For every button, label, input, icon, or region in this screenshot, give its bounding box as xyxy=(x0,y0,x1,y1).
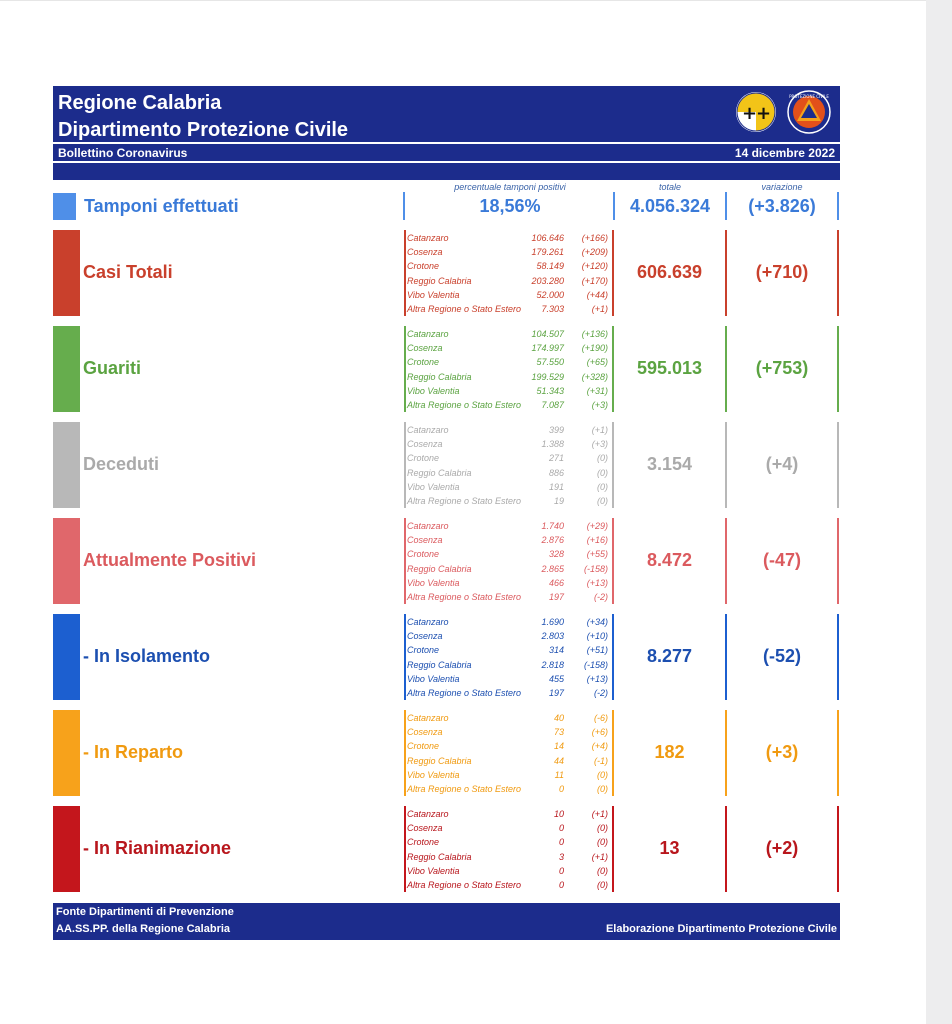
pct-column-header: percentuale tamponi positivi xyxy=(454,182,566,192)
province-row xyxy=(407,398,611,412)
province-delta: (+4) xyxy=(591,741,608,752)
category-label: Guariti xyxy=(83,358,142,378)
header-banner xyxy=(53,86,840,180)
province-value: 199.529 xyxy=(531,371,564,382)
province-delta: (-2) xyxy=(594,591,608,602)
footer-banner xyxy=(53,903,840,940)
category-variation: (+753) xyxy=(755,358,809,378)
province-breakdown xyxy=(407,807,611,892)
province-name: Vibo Valentia xyxy=(407,385,460,396)
column-divider xyxy=(404,422,406,508)
province-delta: (+13) xyxy=(586,673,608,684)
province-row xyxy=(407,466,611,480)
province-delta: (+16) xyxy=(586,535,608,546)
province-value: 197 xyxy=(548,687,564,698)
province-name: Crotone xyxy=(407,645,440,656)
province-value: 0 xyxy=(558,837,564,848)
province-name: Vibo Valentia xyxy=(407,289,460,300)
province-name: Cosenza xyxy=(407,247,443,258)
province-delta: (+44) xyxy=(586,289,608,300)
province-value: 399 xyxy=(548,425,564,435)
province-name: Crotone xyxy=(407,741,440,752)
province-name: Altra Regione o Stato Estero xyxy=(407,687,522,698)
category-label: - In Rianimazione xyxy=(83,838,232,858)
column-divider xyxy=(404,710,406,796)
province-name: Vibo Valentia xyxy=(407,673,460,684)
province-delta: (+34) xyxy=(586,617,608,627)
province-name: Altra Regione o Stato Estero xyxy=(407,303,522,314)
province-delta: (+3) xyxy=(591,399,608,410)
province-value: 44 xyxy=(553,755,564,766)
province-name: Vibo Valentia xyxy=(407,769,460,780)
province-name: Vibo Valentia xyxy=(407,481,460,492)
category-color-bar xyxy=(53,710,80,796)
province-delta: (0) xyxy=(597,879,608,890)
province-value: 7.303 xyxy=(541,303,564,314)
column-divider xyxy=(404,518,406,604)
province-delta: (+209) xyxy=(581,247,608,258)
province-value: 0 xyxy=(558,879,564,890)
stat-block xyxy=(53,230,840,316)
tamponi-divider xyxy=(613,192,615,220)
province-row xyxy=(407,615,611,629)
province-row xyxy=(407,355,611,369)
province-value: 0 xyxy=(558,865,564,876)
province-delta: (0) xyxy=(597,467,608,478)
province-row xyxy=(407,576,611,590)
province-row xyxy=(407,302,611,316)
stat-block xyxy=(53,710,840,796)
province-row xyxy=(407,807,611,821)
province-value: 73 xyxy=(553,727,564,738)
category-color-bar xyxy=(53,326,80,412)
svg-text:+: + xyxy=(742,103,758,124)
province-name: Crotone xyxy=(407,549,440,560)
province-value: 2.865 xyxy=(541,563,564,574)
category-label: - In Reparto xyxy=(83,742,184,762)
province-name: Altra Regione o Stato Estero xyxy=(407,783,522,794)
province-delta: (0) xyxy=(597,495,608,506)
province-delta: (-2) xyxy=(594,687,608,698)
province-row xyxy=(407,245,611,259)
province-row xyxy=(407,725,611,739)
region-calabria-crest-icon xyxy=(735,91,777,133)
province-delta: (+51) xyxy=(586,645,608,656)
category-color-bar xyxy=(53,518,80,604)
province-value: 271 xyxy=(548,453,564,464)
province-row xyxy=(407,672,611,686)
province-value: 58.149 xyxy=(536,261,564,272)
category-label: Attualmente Positivi xyxy=(83,550,257,570)
province-row xyxy=(407,437,611,451)
category-label: Casi Totali xyxy=(83,262,173,282)
category-label: - In Isolamento xyxy=(83,646,211,666)
province-name: Vibo Valentia xyxy=(407,865,460,876)
province-name: Cosenza xyxy=(407,823,443,834)
province-value: 11 xyxy=(554,769,564,780)
province-row xyxy=(407,562,611,576)
province-name: Reggio Calabria xyxy=(407,659,472,670)
category-total: 8.277 xyxy=(646,646,693,666)
stat-block xyxy=(53,614,840,700)
province-delta: (-1) xyxy=(594,755,608,766)
province-name: Crotone xyxy=(407,357,440,368)
province-row xyxy=(407,768,611,782)
province-name: Reggio Calabria xyxy=(407,563,472,574)
scrollbar-track[interactable] xyxy=(926,0,952,1024)
province-row xyxy=(407,547,611,561)
province-name: Catanzaro xyxy=(407,425,449,435)
province-name: Reggio Calabria xyxy=(407,275,472,286)
province-value: 14 xyxy=(553,741,564,752)
province-name: Catanzaro xyxy=(407,329,449,339)
category-variation: (-47) xyxy=(762,550,801,570)
category-color-bar xyxy=(53,806,80,892)
province-name: Crotone xyxy=(407,261,440,272)
province-row xyxy=(407,835,611,849)
protezione-civile-logo-icon xyxy=(787,90,831,134)
province-row xyxy=(407,341,611,355)
province-name: Altra Regione o Stato Estero xyxy=(407,591,522,602)
banner-divider xyxy=(53,142,840,144)
column-divider xyxy=(837,806,839,892)
province-breakdown xyxy=(407,231,611,316)
province-value: 886 xyxy=(548,467,564,478)
stat-block xyxy=(53,806,840,892)
stat-block xyxy=(53,518,840,604)
province-breakdown xyxy=(407,423,611,508)
province-delta: (0) xyxy=(597,481,608,492)
province-value: 466 xyxy=(548,577,564,588)
province-row xyxy=(407,590,611,604)
province-name: Catanzaro xyxy=(407,713,449,723)
province-value: 0 xyxy=(558,823,564,834)
logo-caption: PROTEZIONE CIVILE xyxy=(789,94,829,99)
tamponi-label: Tamponi effettuati xyxy=(84,196,239,216)
province-row xyxy=(407,533,611,547)
province-name: Catanzaro xyxy=(407,521,449,531)
department-title: Dipartimento Protezione Civile xyxy=(58,119,349,141)
column-divider xyxy=(837,614,839,700)
province-row xyxy=(407,370,611,384)
bulletin-date: 14 dicembre 2022 xyxy=(734,146,835,160)
category-variation: (+4) xyxy=(765,454,799,474)
province-delta: (-158) xyxy=(583,563,608,574)
province-value: 455 xyxy=(548,673,564,684)
province-delta: (+170) xyxy=(581,275,608,286)
category-variation: (+710) xyxy=(755,262,809,282)
province-value: 179.261 xyxy=(531,247,564,258)
province-delta: (+10) xyxy=(586,631,608,642)
column-divider xyxy=(404,230,406,316)
province-value: 57.550 xyxy=(536,357,564,368)
province-row xyxy=(407,274,611,288)
province-name: Cosenza xyxy=(407,535,443,546)
tamponi-variation: (+3.826) xyxy=(748,196,816,216)
category-color-bar xyxy=(53,614,80,700)
bulletin-subtitle: Bollettino Coronavirus xyxy=(58,146,188,160)
province-delta: (+1) xyxy=(591,851,608,862)
category-variation: (-52) xyxy=(762,646,801,666)
province-delta: (0) xyxy=(597,453,608,464)
stat-block xyxy=(53,422,840,508)
province-row xyxy=(407,686,611,700)
province-row xyxy=(407,480,611,494)
category-total: 606.639 xyxy=(636,262,703,282)
province-row xyxy=(407,821,611,835)
category-variation: (+2) xyxy=(765,838,799,858)
column-divider xyxy=(404,326,406,412)
province-name: Cosenza xyxy=(407,439,443,450)
province-value: 191 xyxy=(548,481,564,492)
province-name: Cosenza xyxy=(407,727,443,738)
province-row xyxy=(407,494,611,508)
province-delta: (0) xyxy=(597,783,608,794)
province-delta: (-6) xyxy=(594,713,608,723)
province-row xyxy=(407,754,611,768)
province-delta: (+31) xyxy=(586,385,608,396)
province-name: Altra Regione o Stato Estero xyxy=(407,879,522,890)
svg-text:+: + xyxy=(756,103,772,124)
province-name: Reggio Calabria xyxy=(407,467,472,478)
province-value: 174.997 xyxy=(531,343,564,354)
province-value: 19 xyxy=(553,495,564,506)
province-value: 1.388 xyxy=(541,439,564,450)
province-breakdown xyxy=(407,519,611,604)
province-row xyxy=(407,629,611,643)
tamponi-positive-percentage: 18,56% xyxy=(479,196,541,216)
category-variation: (+3) xyxy=(765,742,799,762)
top-border xyxy=(0,0,926,1)
province-delta: (+328) xyxy=(581,371,608,382)
province-row xyxy=(407,850,611,864)
province-value: 2.803 xyxy=(541,631,564,642)
province-delta: (+13) xyxy=(586,577,608,588)
province-name: Reggio Calabria xyxy=(407,755,472,766)
tamponi-total: 4.056.324 xyxy=(629,196,711,216)
province-value: 328 xyxy=(548,549,564,560)
province-value: 203.280 xyxy=(531,275,564,286)
province-delta: (0) xyxy=(597,865,608,876)
category-total: 595.013 xyxy=(636,358,703,378)
province-value: 51.343 xyxy=(536,385,564,396)
province-breakdown xyxy=(407,615,611,700)
province-delta: (+3) xyxy=(591,439,608,450)
province-row xyxy=(407,711,611,725)
province-name: Cosenza xyxy=(407,631,443,642)
province-name: Catanzaro xyxy=(407,233,449,243)
province-value: 1.690 xyxy=(541,617,564,627)
province-value: 40 xyxy=(553,713,564,723)
province-delta: (+136) xyxy=(581,329,608,339)
province-breakdown xyxy=(407,711,611,796)
province-row xyxy=(407,327,611,341)
province-row xyxy=(407,643,611,657)
province-value: 104.507 xyxy=(531,329,564,339)
province-value: 106.646 xyxy=(531,233,564,243)
tamponi-color-swatch xyxy=(53,193,76,220)
tamponi-divider xyxy=(403,192,405,220)
province-delta: (-158) xyxy=(583,659,608,670)
column-divider xyxy=(837,230,839,316)
category-color-bar xyxy=(53,422,80,508)
province-name: Vibo Valentia xyxy=(407,577,460,588)
province-name: Reggio Calabria xyxy=(407,851,472,862)
footer-source-line2: AA.SS.PP. della Regione Calabria xyxy=(56,923,231,935)
province-row xyxy=(407,288,611,302)
province-row xyxy=(407,423,611,437)
province-delta: (+1) xyxy=(591,425,608,435)
column-divider xyxy=(404,614,406,700)
province-row xyxy=(407,878,611,892)
column-divider xyxy=(837,326,839,412)
province-breakdown xyxy=(407,327,611,412)
province-delta: (+29) xyxy=(586,521,608,531)
province-value: 3 xyxy=(558,851,564,862)
category-total: 13 xyxy=(659,838,680,858)
province-delta: (+55) xyxy=(586,549,608,560)
province-delta: (+6) xyxy=(591,727,608,738)
category-total: 3.154 xyxy=(646,454,693,474)
province-delta: (+166) xyxy=(581,233,608,243)
province-value: 2.876 xyxy=(541,535,564,546)
column-divider xyxy=(837,710,839,796)
province-value: 2.818 xyxy=(541,659,564,670)
province-row xyxy=(407,519,611,533)
province-row xyxy=(407,384,611,398)
province-row xyxy=(407,864,611,878)
province-name: Catanzaro xyxy=(407,809,449,819)
province-delta: (+1) xyxy=(591,809,608,819)
province-row xyxy=(407,259,611,273)
province-value: 10 xyxy=(553,809,564,819)
column-divider xyxy=(837,422,839,508)
province-row xyxy=(407,658,611,672)
province-name: Altra Regione o Stato Estero xyxy=(407,495,522,506)
stat-block xyxy=(53,326,840,412)
province-delta: (+65) xyxy=(586,357,608,368)
province-name: Altra Regione o Stato Estero xyxy=(407,399,522,410)
province-row xyxy=(407,739,611,753)
province-name: Catanzaro xyxy=(407,617,449,627)
province-name: Reggio Calabria xyxy=(407,371,472,382)
category-total: 182 xyxy=(654,742,685,762)
category-total: 8.472 xyxy=(646,550,693,570)
province-row xyxy=(407,782,611,796)
tamponi-divider xyxy=(837,192,839,220)
total-column-header: totale xyxy=(658,182,682,192)
category-label: Deceduti xyxy=(83,454,160,474)
banner-divider-bottom xyxy=(53,161,840,163)
province-delta: (+190) xyxy=(581,343,608,354)
province-value: 314 xyxy=(548,645,564,656)
province-row xyxy=(407,451,611,465)
column-divider xyxy=(404,806,406,892)
province-value: 7.087 xyxy=(541,399,564,410)
footer-source-line1: Fonte Dipartimenti di Prevenzione xyxy=(56,906,234,918)
province-value: 197 xyxy=(548,591,564,602)
province-name: Crotone xyxy=(407,453,440,464)
province-delta: (0) xyxy=(597,837,608,848)
province-delta: (+1) xyxy=(591,303,608,314)
province-name: Cosenza xyxy=(407,343,443,354)
category-color-bar xyxy=(53,230,80,316)
province-row xyxy=(407,231,611,245)
footer-credit: Elaborazione Dipartimento Protezione Civile xyxy=(605,923,837,935)
province-value: 1.740 xyxy=(541,521,564,531)
province-name: Crotone xyxy=(407,837,440,848)
column-divider xyxy=(837,518,839,604)
province-delta: (+120) xyxy=(581,261,608,272)
province-delta: (0) xyxy=(597,823,608,834)
region-title: Regione Calabria xyxy=(58,92,222,114)
tamponi-divider xyxy=(725,192,727,220)
variation-column-header: variazione xyxy=(761,182,803,192)
province-value: 52.000 xyxy=(536,289,564,300)
province-value: 0 xyxy=(558,783,564,794)
province-delta: (0) xyxy=(597,769,608,780)
